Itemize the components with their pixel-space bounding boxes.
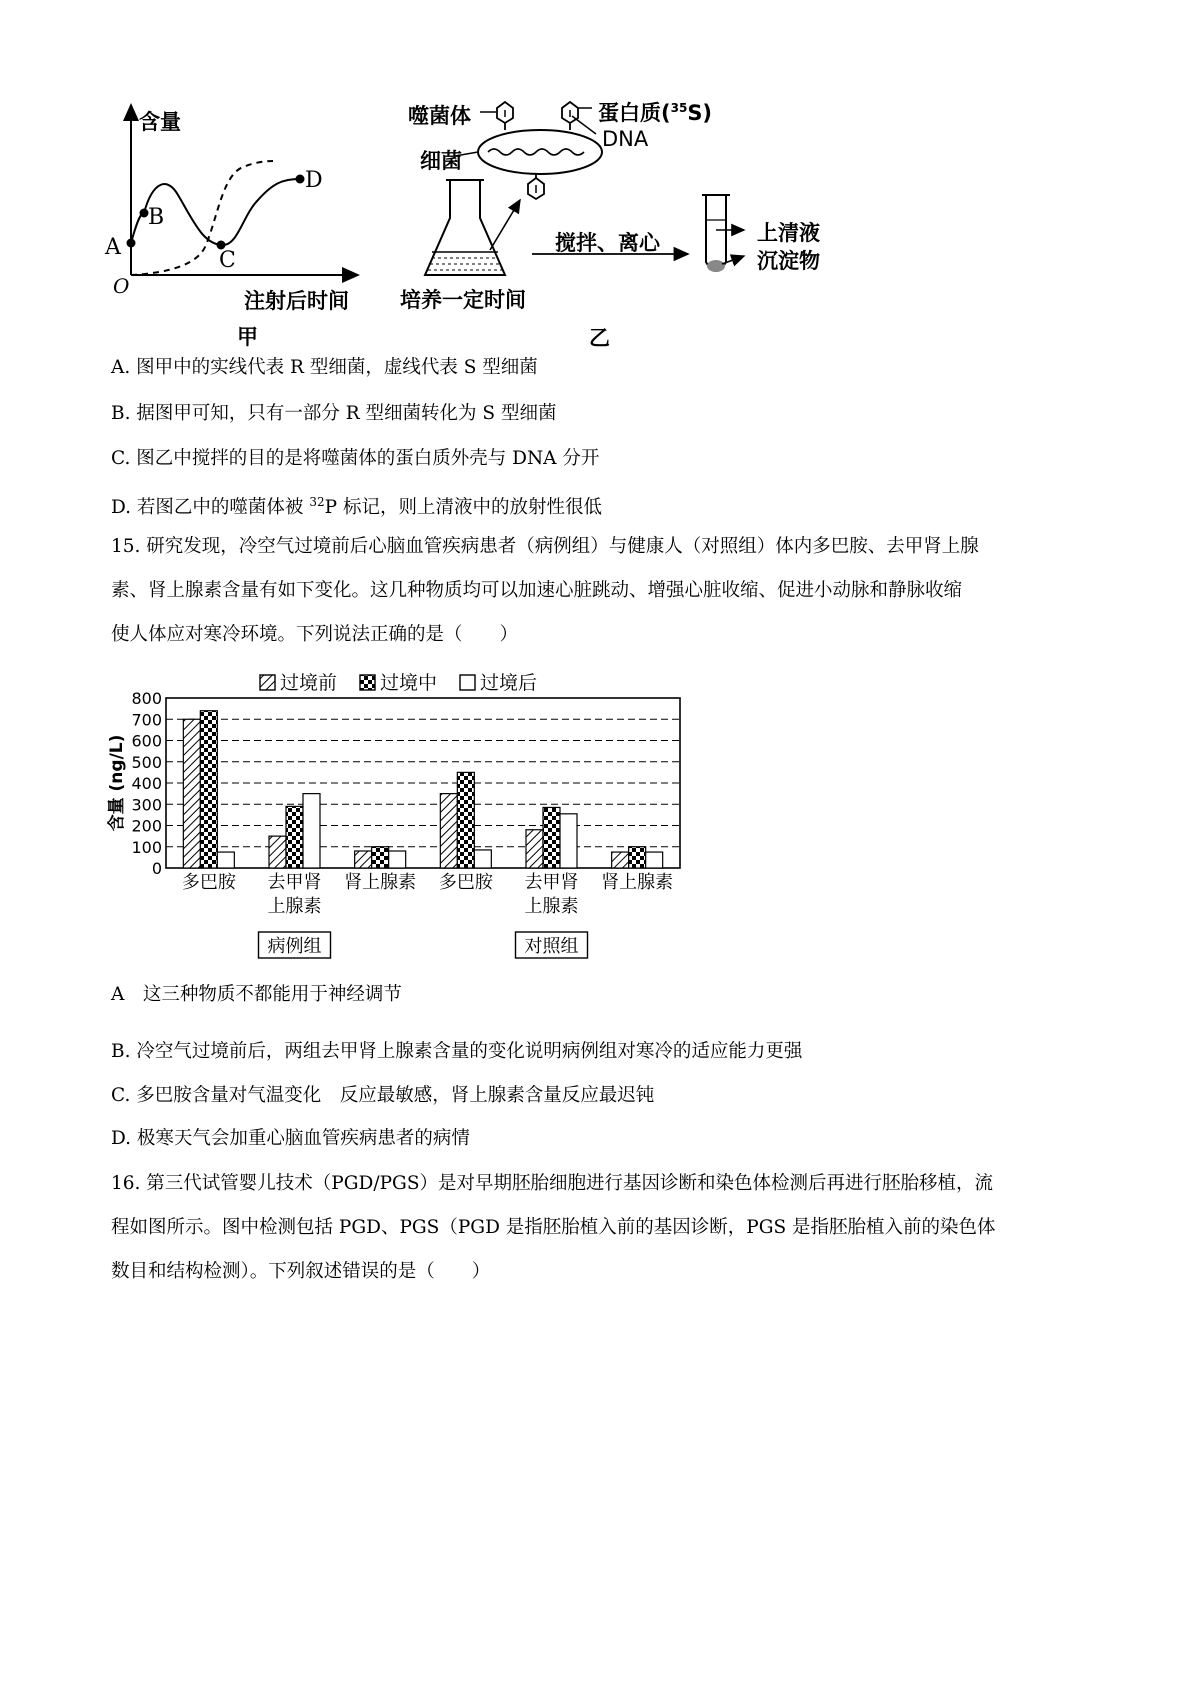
yi-caption: 乙 (589, 326, 610, 350)
bar-过境后-4 (560, 814, 577, 868)
group-label: 对照组 (524, 936, 579, 957)
category-label: 上腺素 (267, 896, 322, 917)
q14-option-a: A. 图甲中的实线代表 R 型细菌，虚线代表 S 型细菌 (111, 357, 538, 378)
jia-x-label: 注射后时间 (244, 289, 349, 313)
q14-option-c: C. 图乙中搅拌的目的是将噬菌体的蛋白质外壳与 DNA 分开 (111, 448, 600, 469)
q15-line-1: 15. 研究发现，冷空气过境前后心脑血管疾病患者（病例组）与健康人（对照组）体内多巴胺、去甲肾上腺 (111, 536, 979, 557)
sediment-pellet (707, 260, 725, 272)
y-tick-label: 800 (131, 689, 162, 708)
jia-caption: 甲 (237, 325, 258, 349)
y-tick-label: 600 (131, 731, 162, 751)
yi-dna-label: DNA (602, 127, 649, 151)
legend-label: 过境中 (380, 672, 438, 694)
category-label: 去甲肾 (267, 872, 322, 893)
yi-supernatant-label: 上清液 (757, 221, 820, 245)
bar-过境中-4 (543, 807, 560, 868)
q16-line-2: 程如图所示。图中检测包括 PGD、PGS（PGD 是指胚胎植入前的基因诊断，PGS 是指胚胎植入前的染色体 (111, 1217, 996, 1238)
q14-option-b: B. 据图甲可知，只有一部分 R 型细菌转化为 S 型细菌 (111, 403, 557, 424)
phage-1 (497, 102, 513, 130)
bar-过境中-0 (200, 711, 217, 868)
group-label: 病例组 (267, 936, 322, 957)
category-label: 多巴胺 (181, 872, 236, 893)
category-label: 去甲肾 (524, 872, 579, 893)
q16-line-1: 16. 第三代试管婴儿技术（PGD/PGS）是对早期胚胎细胞进行基因诊断和染色体检测后再进行胚胎移植，流 (111, 1173, 993, 1194)
legend-swatch (360, 675, 375, 690)
jia-y-label: 含量 (139, 110, 181, 134)
bar-过境前-5 (612, 852, 629, 868)
q14-option-d: D. 若图乙中的噬菌体被 $^{32}$P 标记，则上清液中的放射性很低 (111, 495, 602, 519)
bar-过境中-1 (286, 806, 303, 868)
yi-bacteria-label: 细菌 (420, 149, 462, 173)
bar-过境前-2 (355, 851, 372, 868)
yi-stir-label: 搅拌、离心 (555, 231, 660, 255)
yi-phage-label: 噬菌体 (408, 104, 471, 128)
bar-过境前-3 (440, 794, 457, 868)
legend-label: 过境后 (480, 672, 538, 694)
q16-line-3: 数目和结构检测）。下列叙述错误的是（ ） (111, 1261, 491, 1282)
y-axis-label: 含量 (ng/L) (107, 734, 127, 832)
jia-origin: O (113, 274, 130, 298)
q15-option-b: B. 冷空气过境前后，两组去甲肾上腺素含量的变化说明病例组对寒冷的适应能力更强 (111, 1041, 803, 1062)
y-tick-label: 200 (131, 816, 162, 836)
q15-line-3: 使人体应对寒冷环境。下列说法正确的是（ ） (111, 624, 519, 645)
point-d (296, 175, 305, 184)
jia-label-c: C (219, 248, 236, 273)
category-label: 多巴胺 (438, 872, 493, 893)
category-label: 上腺素 (524, 896, 579, 917)
legend-swatch (260, 675, 275, 690)
category-label: 肾上腺素 (601, 872, 674, 893)
jia-label-a: A (105, 235, 121, 260)
q15-option-c: C. 多巴胺含量对气温变化 反应最敏感，肾上腺素含量反应最迟钝 (111, 1085, 655, 1106)
q15-option-a: A 这三种物质不都能用于神经调节 (111, 984, 402, 1005)
bar-过境中-3 (457, 772, 474, 868)
bar-过境前-0 (183, 719, 200, 868)
bar-过境后-0 (217, 852, 234, 868)
test-tube (706, 195, 726, 271)
point-a (127, 239, 136, 248)
bar-过境前-1 (269, 836, 286, 868)
y-tick-label: 400 (131, 774, 162, 793)
bar-过境中-2 (372, 847, 389, 868)
bar-过境后-2 (389, 851, 406, 868)
jia-label-d: D (305, 168, 323, 193)
q15-line-2: 素、肾上腺素含量有如下变化。这几种物质均可以加速心脏跳动、增强心脏收缩、促进小动脉和静脉收缩 (111, 580, 963, 601)
yi-sediment-label: 沉淀物 (757, 249, 820, 273)
y-tick-label: 100 (131, 837, 162, 857)
flask (425, 180, 505, 275)
bar-过境后-3 (474, 850, 491, 868)
bar-过境前-4 (526, 830, 543, 868)
bar-过境中-5 (629, 847, 646, 868)
y-tick-label: 0 (151, 859, 162, 878)
phage-2 (562, 102, 578, 130)
y-tick-label: 500 (131, 752, 162, 772)
legend-swatch (460, 675, 475, 690)
bar-过境后-5 (646, 852, 663, 868)
phage-3 (528, 174, 544, 199)
bar-过境后-1 (303, 794, 320, 868)
q15-option-d: D. 极寒天气会加重心脑血管疾病患者的病情 (111, 1128, 470, 1149)
legend-label: 过境前 (280, 672, 338, 694)
category-label: 肾上腺素 (344, 872, 417, 893)
hormone-bar-chart (100, 660, 720, 960)
yi-culture-label: 培养一定时间 (400, 288, 526, 312)
jia-label-b: B (148, 205, 165, 230)
yi-protein-label: 蛋白质($^{35}$S) (598, 101, 713, 125)
y-tick-label: 700 (131, 710, 162, 730)
y-tick-label: 300 (131, 795, 162, 815)
